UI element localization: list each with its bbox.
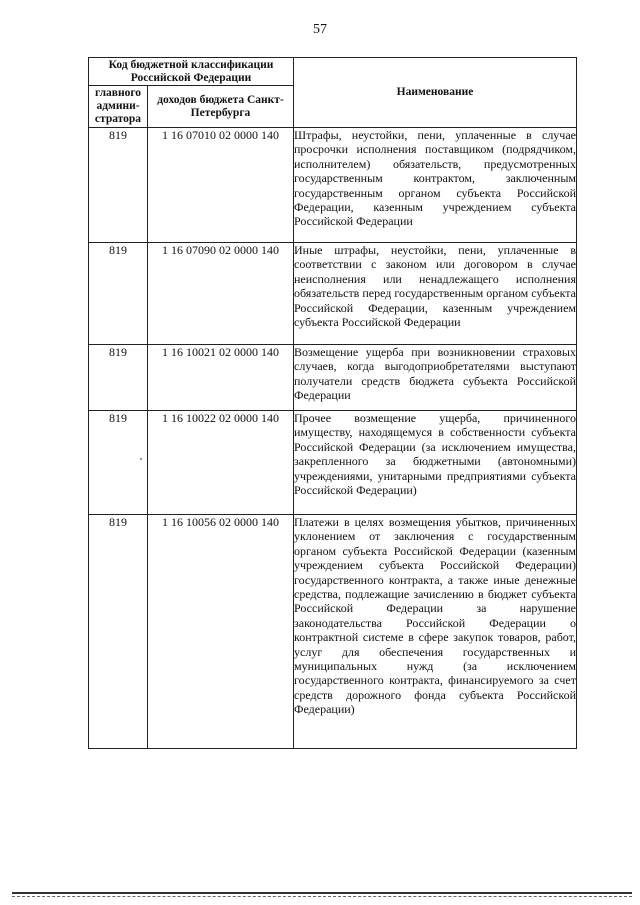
admin-code-cell: 819: [89, 411, 148, 515]
income-code-cell: 1 16 10056 02 0000 140: [148, 515, 294, 749]
name-cell: [294, 411, 577, 515]
admin-code-cell: 819: [89, 515, 148, 749]
budget-classification-table: [88, 57, 577, 749]
table-row: [89, 128, 577, 243]
name-cell: [294, 243, 577, 345]
income-code-cell: 1 16 10021 02 0000 140: [148, 345, 294, 411]
name-cell: [294, 128, 577, 243]
admin-code-cell: 819: [89, 345, 148, 411]
page-number: 57: [313, 22, 327, 37]
income-code-cell: 1 16 07010 02 0000 140: [148, 128, 294, 243]
name-text: Возмещение ущерба при возникновении страховых случаев, когда выгодоприобретателями выступают получатели средств бюджета субъекта Российской Федерации: [294, 345, 576, 403]
table-row: [89, 243, 577, 345]
income-code-cell: 1 16 10022 02 0000 140: [148, 411, 294, 515]
header-classification-group: Код бюджетной классификации Российской Федерации: [89, 58, 294, 86]
header-admin: главного админи-стратора: [89, 86, 148, 128]
header-income-code: доходов бюджета Санкт-Петербурга: [148, 86, 294, 128]
table-row: [89, 411, 577, 515]
admin-code-cell: 819: [89, 243, 148, 345]
name-text: Прочее возмещение ущерба, причиненного имуществу, находящемуся в собственности субъекта Российской Федерации (за исключением имущества, закрепленного за бюджетными (автономными) учреждениями, унитарными предприятиями субъекта Российской Федерации): [294, 411, 576, 498]
table-row: [89, 345, 577, 411]
table-row: [89, 515, 577, 749]
bottom-scan-rule: [12, 892, 632, 894]
bottom-scan-rule-secondary: [12, 896, 632, 897]
scan-speck: [140, 458, 142, 460]
name-text: Платежи в целях возмещения убытков, причиненных уклонением от заключения с государственным органом субъекта Российской Федерации (казенным учреждением субъекта Российской Федерации) государственного контракта, а также иные денежные средства, подлежащие зачислению в бюджет субъекта Российской Федерации за нарушение законодательства Российской Федерации о контрактной системе в сфере закупок товаров, работ, услуг для обеспечения государственных и муниципальных нужд (за исключением государственного контракта, финансируемого за счет средств дорожного фонда субъекта Российской Федерации): [294, 515, 576, 717]
name-text: Иные штрафы, неустойки, пени, уплаченные в соответствии с законом или договором в случае неисполнения или ненадлежащего исполнения обязательств перед государственным органом субъекта Российской Федерации, казенным учреждением субъекта Российской Федерации: [294, 243, 576, 330]
income-code-cell: 1 16 07090 02 0000 140: [148, 243, 294, 345]
name-cell: [294, 345, 577, 411]
header-name: Наименование: [294, 58, 577, 128]
admin-code-cell: 819: [89, 128, 148, 243]
name-text: Штрафы, неустойки, пени, уплаченные в случае просрочки исполнения поставщиком (подрядчиком, исполнителем) обязательств, предусмотренных государственным контрактом, заключенным государственным органом субъекта Российской Федерации, казенным учреждением субъекта Российской Федерации: [294, 128, 576, 229]
name-cell: [294, 515, 577, 749]
